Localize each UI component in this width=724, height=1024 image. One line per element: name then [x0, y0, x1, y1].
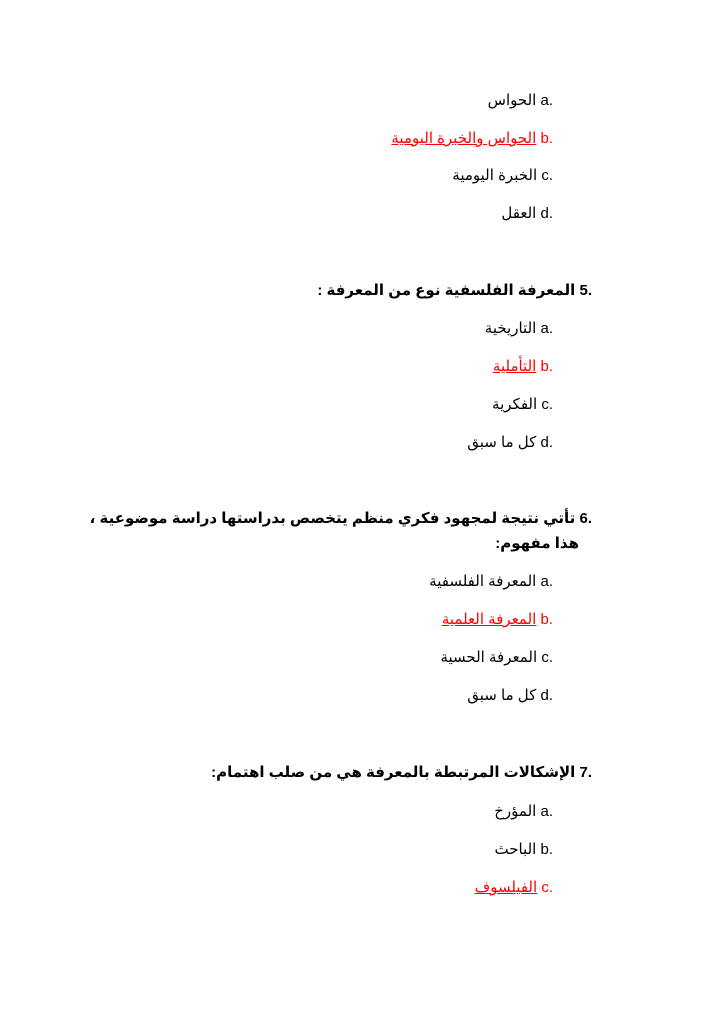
q4-option-b-correct: الحواس والخبرة اليومية b.: [391, 130, 553, 147]
q6-option-b-correct: المعرفة العلمية b.: [441, 611, 553, 628]
q5-option-d: كل ما سبق d.: [467, 434, 553, 451]
q7-option-c-correct: الفيلسوف c.: [474, 879, 553, 896]
q5-option-c: الفكرية c.: [492, 396, 553, 413]
question-7: الإشكالات المرتبطة بالمعرفة هي من صلب اهتمام: 7.: [211, 764, 592, 781]
q6-option-c: المعرفة الحسية c.: [440, 649, 553, 666]
question-5: المعرفة الفلسفية نوع من المعرفة : 5.: [317, 282, 592, 299]
q7-option-a: المؤرخ a.: [494, 803, 553, 820]
q6-option-d: كل ما سبق d.: [467, 687, 553, 704]
question-6: تأتي نتيجة لمجهود فكري منظم يتخصص بدراستها دراسة موضوعية ، 6.: [89, 510, 592, 527]
q5-option-b-correct: التأملية b.: [492, 358, 553, 375]
q4-option-d: العقل d.: [501, 205, 553, 222]
question-6-line-2: هذا مفهوم:: [495, 535, 579, 552]
q6-option-a: المعرفة الفلسفية a.: [429, 573, 553, 590]
q5-option-a: التاريخية a.: [484, 320, 553, 337]
q4-option-a: الحواس a.: [487, 92, 553, 109]
q7-option-b: الباحث b.: [494, 841, 553, 858]
q4-option-c: الخبرة اليومية c.: [452, 167, 553, 184]
